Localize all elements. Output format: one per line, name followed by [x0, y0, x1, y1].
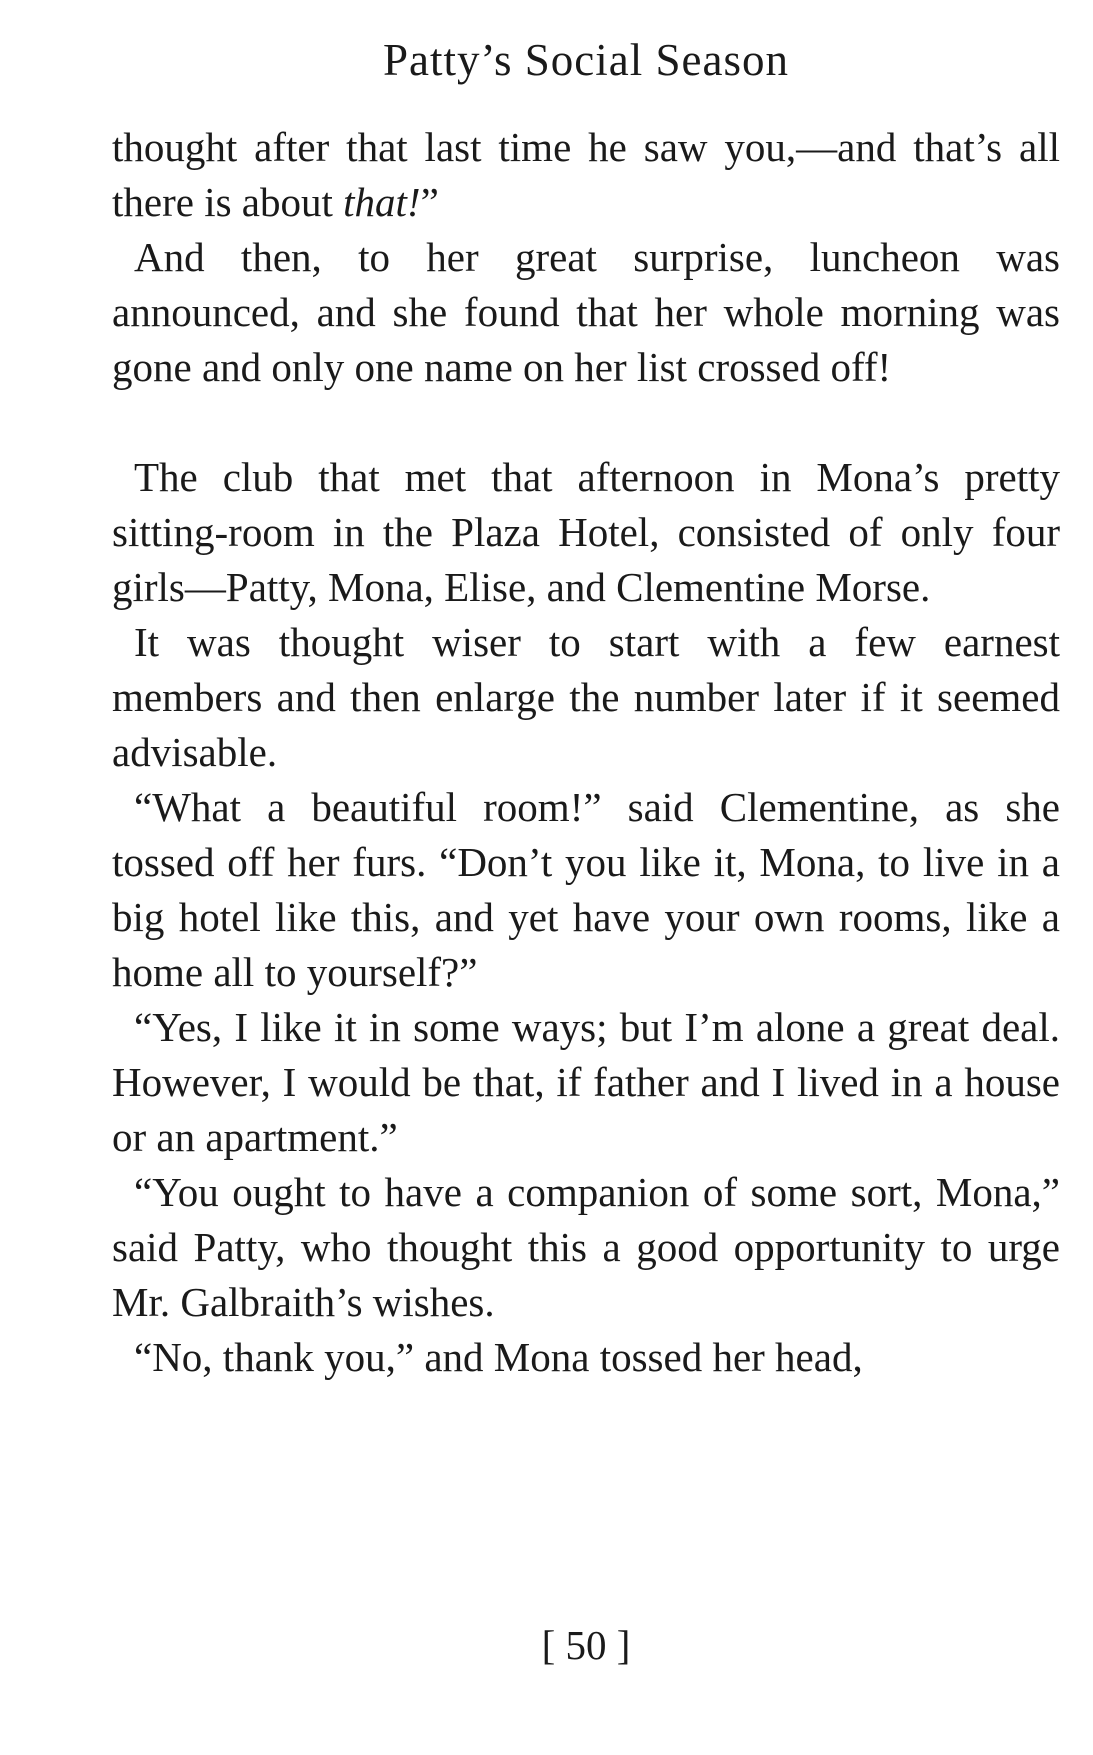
paragraph-1-before: thought after that last time he saw you,—and that’s all there is about: [112, 124, 1060, 225]
body-text: [112, 120, 1060, 1385]
paragraph-3: The club that met that afternoon in Mona’s pretty sitting-room in the Plaza Hotel, consisted of only four girls—Patty, Mona, Elise, and Clementine Morse.: [112, 454, 1060, 610]
paragraph-6: “Yes, I like it in some ways; but I’m alone a great deal. However, I would be that, if father and I lived in a house or an apartment.”: [112, 1004, 1060, 1160]
paragraph-1-after: ”: [420, 179, 439, 225]
paragraph-1-italic: that!: [343, 179, 421, 225]
paragraph-2: And then, to her great surprise, luncheon was announced, and she found that her whole morning was gone and only one name on her list crossed off!: [112, 234, 1060, 390]
page-number: [ 50 ]: [541, 1622, 631, 1668]
running-head: Patty’s Social Season: [383, 35, 789, 85]
book-page: [112, 0, 1060, 1755]
paragraph-8: “No, thank you,” and Mona tossed her head,: [134, 1334, 863, 1380]
paragraph-1: [112, 120, 1060, 230]
paragraph-4: It was thought wiser to start with a few earnest members and then enlarge the number later if it seemed advisable.: [112, 619, 1060, 775]
paragraph-5: “What a beautiful room!” said Clementine, as she tossed off her furs. “Don’t you like it, Mona, to live in a big hotel like this, and yet have your own rooms, like a home all to yourself?”: [112, 784, 1060, 995]
paragraph-7: “You ought to have a companion of some sort, Mona,” said Patty, who thought this a good opportunity to urge Mr. Galbraith’s wishes.: [112, 1169, 1060, 1325]
